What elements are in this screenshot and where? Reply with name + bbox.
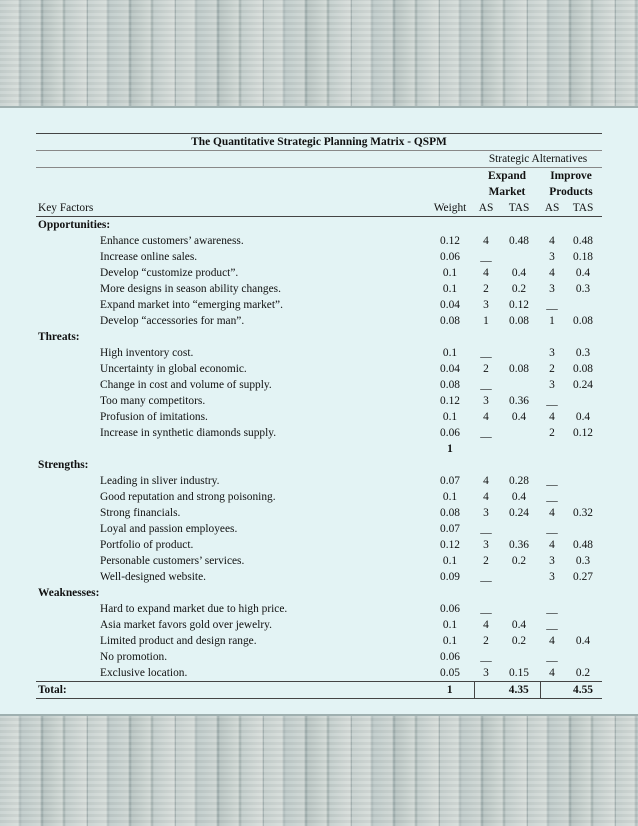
as-cell: 4 [549,635,555,647]
as-cell: __ [546,491,558,503]
weight-cell: 0.1 [442,283,458,295]
total-tas-2: 4.55 [564,682,602,699]
weight-cell: 0.06 [440,251,460,263]
qspm-table [36,133,602,699]
factor-cell: Enhance customers’ awareness. [100,235,244,247]
tas-cell: 0.36 [509,395,529,407]
table-row [36,569,602,585]
as-cell: __ [546,299,558,311]
tas-cell [498,377,540,393]
tas-cell: 0.3 [575,347,591,359]
wood-background-bottom [0,716,638,826]
factor-cell: No promotion. [100,651,168,663]
as-cell: 3 [549,555,555,567]
table-row [36,617,602,633]
factor-cell: Expand market into “emerging market”. [100,299,283,311]
qspm-body [36,217,602,682]
strategy-header-expand: Expand Market [488,170,526,198]
tas-cell [498,345,540,361]
tas-cell: 0.4 [575,411,591,423]
as-cell: 2 [483,635,489,647]
wood-background-top [0,0,638,106]
factor-cell: Increase online sales. [100,251,198,263]
tas-cell [564,617,602,633]
subtotal-row [36,441,602,457]
section-heading: Threats: [38,331,80,343]
as-cell: 4 [483,619,489,631]
weight-cell: 0.07 [440,523,460,535]
col-weight: Weight [426,200,474,217]
tas-cell [498,425,540,441]
tas-cell: 0.3 [575,283,591,295]
table-row [36,425,602,441]
as-cell: __ [546,651,558,663]
total-row [36,682,602,699]
weight-cell: 0.12 [440,539,460,551]
strategy-header-improve: Improve Products [549,170,593,198]
weight-cell: 0.08 [440,379,460,391]
factor-cell: Loyal and passion employees. [100,523,238,535]
as-cell: __ [546,523,558,535]
table-row [36,233,602,249]
section-header-row [36,457,602,473]
as-cell: __ [480,427,492,439]
table-row [36,393,602,409]
as-cell: 4 [549,411,555,423]
as-cell: __ [546,619,558,631]
as-cell: 3 [549,347,555,359]
section-heading: Weaknesses: [38,587,100,599]
as-cell: 1 [549,315,555,327]
tas-cell [564,601,602,617]
column-header-row [36,200,602,217]
factor-cell: Leading in sliver industry. [100,475,220,487]
as-cell: 3 [483,667,489,679]
total-label: Total: [36,682,426,699]
as-cell: 2 [549,363,555,375]
as-cell: __ [480,603,492,615]
weight-cell: 0.1 [442,555,458,567]
col-as-1: AS [474,200,498,217]
tas-cell: 0.4 [511,491,527,503]
factor-cell: Develop “customize product”. [100,267,239,279]
tas-cell: 0.3 [575,555,591,567]
table-row [36,521,602,537]
tas-cell [498,249,540,265]
as-cell: 4 [549,235,555,247]
tas-cell: 0.18 [573,251,593,263]
table-row [36,313,602,329]
tas-cell: 0.2 [511,283,527,295]
as-cell: 3 [483,539,489,551]
as-cell: 2 [483,283,489,295]
tas-cell [498,569,540,585]
tas-cell [498,601,540,617]
as-cell: 2 [483,363,489,375]
table-row [36,473,602,489]
as-cell: 3 [549,283,555,295]
as-cell: 3 [549,251,555,263]
as-cell: __ [480,347,492,359]
weight-cell: 0.07 [440,475,460,487]
tas-cell: 0.48 [573,539,593,551]
as-cell: 4 [483,411,489,423]
tas-cell: 0.4 [511,619,527,631]
tas-cell: 0.48 [509,235,529,247]
page-title: The Quantitative Strategic Planning Matrix - QSPM [36,134,602,151]
tas-cell: 0.12 [573,427,593,439]
table-row [36,665,602,682]
table-row [36,281,602,297]
factor-cell: Develop “accessories for man”. [100,315,245,327]
table-row [36,409,602,425]
tas-cell: 0.08 [573,315,593,327]
col-as-2: AS [540,200,564,217]
as-cell: __ [546,395,558,407]
table-row [36,505,602,521]
title-row [36,134,602,151]
content-panel [0,106,638,716]
tas-cell: 0.08 [509,315,529,327]
as-cell: __ [546,475,558,487]
section-heading: Strengths: [38,459,89,471]
tas-cell: 0.4 [511,411,527,423]
weight-cell: 0.08 [440,315,460,327]
tas-cell: 0.2 [511,635,527,647]
section-header-row [36,217,602,234]
tas-cell [498,649,540,665]
factor-cell: Good reputation and strong poisoning. [100,491,276,503]
as-cell: 3 [549,571,555,583]
tas-cell [498,521,540,537]
weight-cell: 0.1 [442,411,458,423]
factor-cell: Asia market favors gold over jewelry. [100,619,272,631]
tas-cell: 0.48 [573,235,593,247]
as-cell: 1 [483,315,489,327]
weight-cell: 0.12 [440,235,460,247]
col-tas-1: TAS [498,200,540,217]
tas-cell: 0.32 [573,507,593,519]
as-cell: __ [480,571,492,583]
factor-cell: Change in cost and volume of supply. [100,379,272,391]
as-cell: 3 [483,395,489,407]
subtotal-weight: 1 [447,443,453,455]
factor-cell: Well-designed website. [100,571,206,583]
section-header-row [36,329,602,345]
as-cell: 4 [483,235,489,247]
as-cell: 4 [549,507,555,519]
factor-cell: Uncertainty in global economic. [100,363,247,375]
tas-cell: 0.36 [509,539,529,551]
as-cell: 4 [549,539,555,551]
section-header-row [36,585,602,601]
as-cell: 3 [483,299,489,311]
tas-cell [564,473,602,489]
weight-cell: 0.1 [442,619,458,631]
as-cell: 4 [549,267,555,279]
section-heading: Opportunities: [38,219,111,231]
factor-cell: Strong financials. [100,507,181,519]
table-row [36,601,602,617]
tas-cell: 0.4 [575,267,591,279]
tas-cell [564,489,602,505]
as-cell: 4 [483,267,489,279]
tas-cell: 0.24 [509,507,529,519]
as-cell: __ [480,379,492,391]
weight-cell: 0.05 [440,667,460,679]
table-row [36,265,602,281]
as-cell: 2 [549,427,555,439]
total-weight: 1 [426,682,474,699]
strategic-alternatives-label: Strategic Alternatives [474,151,602,168]
weight-cell: 0.06 [440,603,460,615]
weight-cell: 0.1 [442,491,458,503]
weight-cell: 0.08 [440,507,460,519]
tas-cell: 0.08 [573,363,593,375]
table-row [36,489,602,505]
as-cell: 2 [483,555,489,567]
weight-cell: 0.1 [442,347,458,359]
weight-cell: 0.1 [442,267,458,279]
as-cell: __ [546,603,558,615]
tas-cell: 0.28 [509,475,529,487]
weight-cell: 0.06 [440,427,460,439]
table-row [36,345,602,361]
tas-cell [564,521,602,537]
tas-cell: 0.2 [575,667,591,679]
weight-cell: 0.04 [440,363,460,375]
total-tas-1: 4.35 [498,682,540,699]
tas-cell: 0.15 [509,667,529,679]
factor-cell: Exclusive location. [100,667,188,679]
factor-cell: Too many competitors. [100,395,206,407]
factor-cell: High inventory cost. [100,347,194,359]
tas-cell [564,649,602,665]
table-row [36,249,602,265]
as-cell: 4 [483,491,489,503]
weight-cell: 0.09 [440,571,460,583]
factor-cell: Hard to expand market due to high price. [100,603,288,615]
alternatives-row [36,151,602,168]
factor-cell: Increase in synthetic diamonds supply. [100,427,277,439]
table-row [36,377,602,393]
weight-cell: 0.04 [440,299,460,311]
table-row [36,537,602,553]
tas-cell: 0.08 [509,363,529,375]
factor-cell: Profusion of imitations. [100,411,208,423]
as-cell: 3 [549,379,555,391]
as-cell: 4 [549,667,555,679]
as-cell: __ [480,651,492,663]
weight-cell: 0.06 [440,651,460,663]
factor-cell: More designs in season ability changes. [100,283,281,295]
as-cell: __ [480,251,492,263]
table-row [36,649,602,665]
tas-cell: 0.12 [509,299,529,311]
tas-cell: 0.4 [575,635,591,647]
factor-cell: Personable customers’ services. [100,555,245,567]
table-row [36,361,602,377]
table-row [36,633,602,649]
tas-cell: 0.24 [573,379,593,391]
tas-cell: 0.27 [573,571,593,583]
strategy-header-row [36,168,602,201]
as-cell: __ [480,523,492,535]
table-row [36,553,602,569]
tas-cell: 0.2 [511,555,527,567]
col-tas-2: TAS [564,200,602,217]
tas-cell: 0.4 [511,267,527,279]
factor-cell: Limited product and design range. [100,635,257,647]
table-row [36,297,602,313]
weight-cell: 0.12 [440,395,460,407]
weight-cell: 0.1 [442,635,458,647]
factor-cell: Portfolio of product. [100,539,194,551]
as-cell: 3 [483,507,489,519]
col-key-factors: Key Factors [36,200,426,217]
tas-cell [564,393,602,409]
tas-cell [564,297,602,313]
as-cell: 4 [483,475,489,487]
